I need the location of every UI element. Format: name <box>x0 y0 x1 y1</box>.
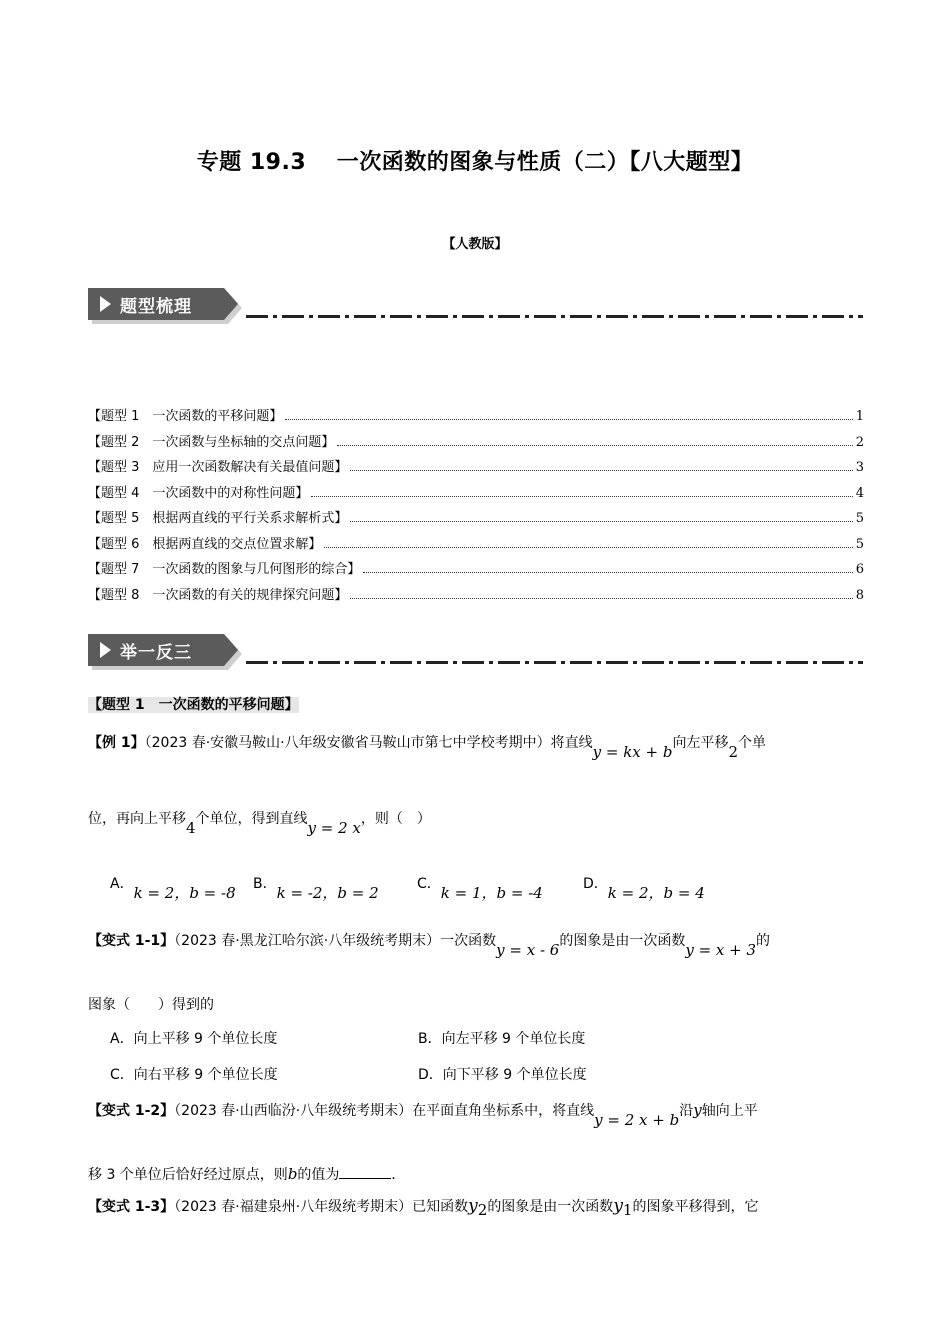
option-d[interactable]: D．向下平移 9 个单位长度 <box>418 1067 587 1083</box>
toc-item[interactable]: 【题型 6 根据两直线的交点位置求解】 5 <box>88 536 864 552</box>
play-triangle-icon <box>100 296 111 312</box>
toc-item[interactable]: 【题型 4 一次函数中的对称性问题】 4 <box>88 485 864 501</box>
example-1-line-2: 位，再向上平移4个单位，得到直线y = 2 x，则（ ） <box>88 811 431 837</box>
toc-item[interactable]: 【题型 8 一次函数的有关的规律探究问题】 8 <box>88 587 864 603</box>
toc-item[interactable]: 【题型 1 一次函数的平移问题】 1 <box>88 409 864 424</box>
example-1-line-1: 【例 1】（2023 春·安徽马鞍山·八年级安徽省马鞍山市第七中学校考期中）将直线y = kx + b向左平移2个单 <box>88 735 766 761</box>
banner-label: 举一反三 <box>120 643 192 663</box>
play-triangle-icon <box>100 642 111 658</box>
section-banner-overview <box>88 288 863 324</box>
toc-item[interactable]: 【题型 3 应用一次函数解决有关最值问题】 3 <box>88 460 864 475</box>
option-a[interactable]: A．k = 2，b = -8 <box>110 876 236 902</box>
edition-label: 【人教版】 <box>442 237 508 252</box>
variant-1-3-line-1: 【变式 1-3】（2023 春·福建泉州·八年级统考期末）已知函数$y_2$的图象是由一次函数$y_1$的图象平移得到，它 <box>88 1196 759 1219</box>
section-banner-examples <box>88 634 863 670</box>
variant-1-1-line-1: 【变式 1-1】（2023 春·黑龙江哈尔滨·八年级统考期末）一次函数y = x - 6的图象是由一次函数y = x + 3的 <box>88 933 771 959</box>
option-c[interactable]: C．k = 1，b = -4 <box>417 876 543 902</box>
variant-1-2-line-1: 【变式 1-2】（2023 春·山西临汾·八年级统考期末）在平面直角坐标系中，将直线y = 2 x + b沿y轴向上平 <box>88 1101 758 1129</box>
toc-item[interactable]: 【题型 5 根据两直线的平行关系求解析式】 5 <box>88 511 864 526</box>
option-b[interactable]: B．k = -2，b = 2 <box>253 876 379 902</box>
option-c[interactable]: C．向右平移 9 个单位长度 <box>110 1067 278 1083</box>
answer-blank[interactable] <box>339 1164 391 1179</box>
variant-1-1-line-2: 图象（ ）得到的 <box>88 997 214 1013</box>
section-heading: 【题型 1 一次函数的平移问题】 <box>88 697 299 713</box>
variant-1-2-line-2: 移 3 个单位后恰好经过原点，则b的值为 ． <box>88 1165 406 1183</box>
toc-item[interactable]: 【题型 7 一次函数的图象与几何图形的综合】 6 <box>88 562 864 577</box>
option-b[interactable]: B．向左平移 9 个单位长度 <box>418 1031 586 1047</box>
option-d[interactable]: D．k = 2，b = 4 <box>583 876 705 902</box>
dashed-rule <box>246 661 863 664</box>
banner-label: 题型梳理 <box>120 297 192 317</box>
dashed-rule <box>246 315 863 318</box>
toc-item[interactable]: 【题型 2 一次函数与坐标轴的交点问题】 2 <box>88 434 864 450</box>
page-title: 专题 19.3 一次函数的图象与性质（二）【八大题型】 <box>196 150 754 175</box>
option-a[interactable]: A．向上平移 9 个单位长度 <box>110 1031 278 1047</box>
